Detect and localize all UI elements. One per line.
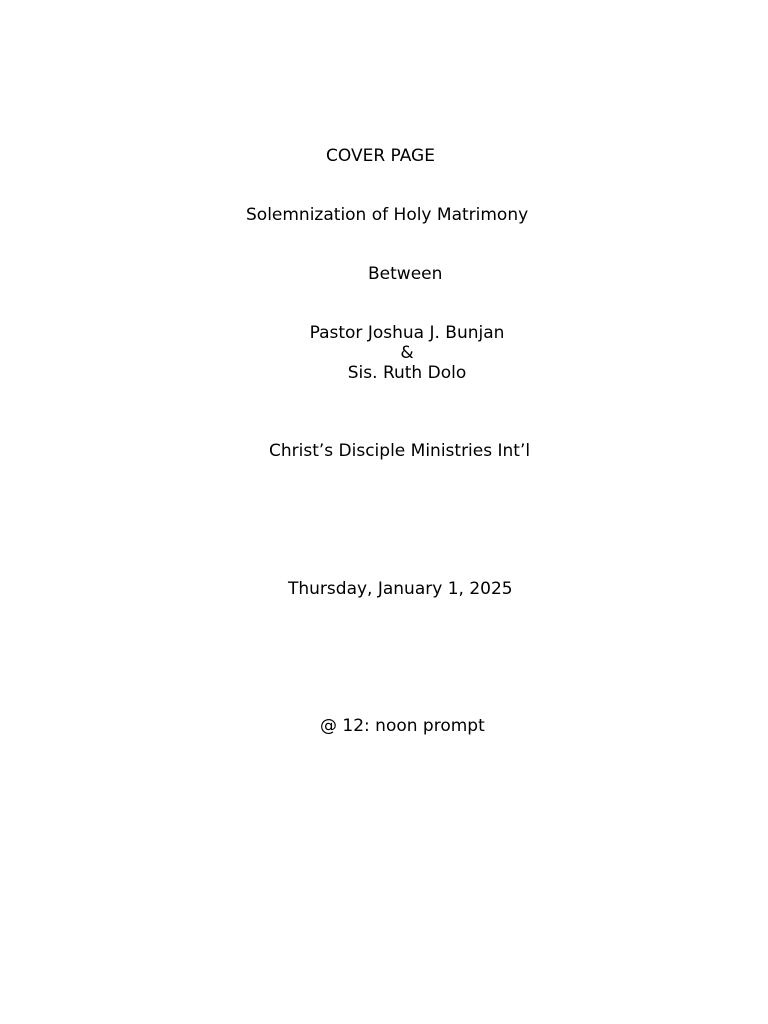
- groom-name: Pastor Joshua J. Bunjan: [309, 323, 505, 343]
- church-name: Christ’s Disciple Ministries Int’l: [269, 441, 531, 461]
- event-date: Thursday, January 1, 2025: [288, 579, 513, 599]
- event-title: Solemnization of Holy Matrimony: [246, 205, 529, 225]
- couple-names: [287, 323, 527, 383]
- bride-name: Sis. Ruth Dolo: [347, 363, 467, 383]
- event-time: @ 12: noon prompt: [320, 716, 485, 736]
- cover-heading: COVER PAGE: [326, 146, 435, 166]
- ampersand: &: [400, 343, 414, 363]
- between-label: Between: [368, 264, 443, 284]
